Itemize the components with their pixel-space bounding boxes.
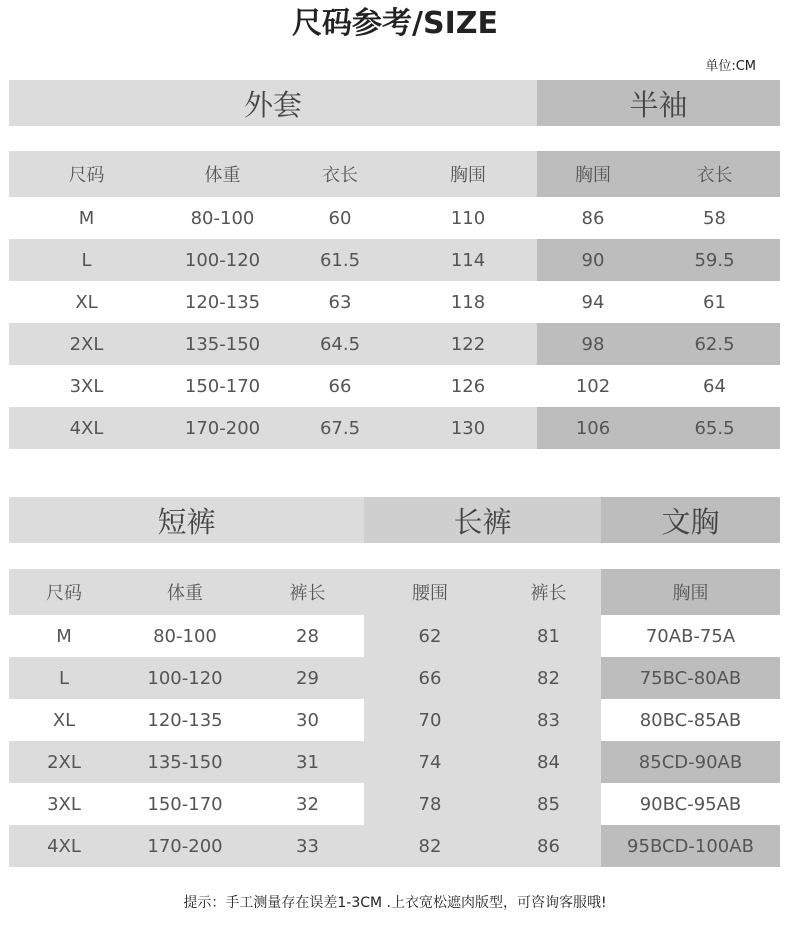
table-cell: 70AB-75A	[601, 615, 780, 657]
table-row	[9, 323, 780, 365]
table-cell: M	[9, 615, 119, 657]
column-header: 体重	[119, 569, 251, 615]
table-row	[9, 825, 780, 867]
table-cell: 98	[537, 323, 649, 365]
table-row	[9, 615, 780, 657]
table-cell: 62	[364, 615, 496, 657]
table-cell: 65.5	[649, 407, 780, 449]
table-cell: 110	[399, 197, 537, 239]
table-cell: 60	[281, 197, 399, 239]
table-cell: 85	[496, 783, 601, 825]
column-header: 衣长	[281, 151, 399, 197]
unit-label: 单位:CM	[705, 59, 756, 74]
table-cell: 30	[251, 699, 364, 741]
table-cell: 150-170	[164, 365, 281, 407]
table-cell: 90BC-95AB	[601, 783, 780, 825]
table-cell: 90	[537, 239, 649, 281]
table-cell: L	[9, 239, 164, 281]
table-cell: 80BC-85AB	[601, 699, 780, 741]
table-cell: 58	[649, 197, 780, 239]
table-cell: 3XL	[9, 365, 164, 407]
table-cell: M	[9, 197, 164, 239]
table-row	[9, 783, 780, 825]
table-row	[9, 407, 780, 449]
table-cell: 61	[649, 281, 780, 323]
table-header-row	[9, 569, 780, 615]
table-row	[9, 239, 780, 281]
table-cell: 61.5	[281, 239, 399, 281]
table-row	[9, 699, 780, 741]
table-header-row	[9, 151, 780, 197]
table-row	[9, 741, 780, 783]
band-short-sleeve: 半袖	[537, 80, 780, 126]
table-cell: 83	[496, 699, 601, 741]
table-cell: 120-135	[164, 281, 281, 323]
table-cell: 82	[364, 825, 496, 867]
table-cell: 135-150	[119, 741, 251, 783]
table-cell: 2XL	[9, 323, 164, 365]
footnote: 提示：手工测量存在误差1-3CM .上衣宽松遮肉版型，可咨询客服哦!	[183, 895, 607, 911]
table-cell: 4XL	[9, 407, 164, 449]
column-header: 裤长	[251, 569, 364, 615]
table-cell: 170-200	[119, 825, 251, 867]
table-cell: 28	[251, 615, 364, 657]
table-row	[9, 281, 780, 323]
table-cell: 150-170	[119, 783, 251, 825]
table-cell: 81	[496, 615, 601, 657]
band-bra: 文胸	[601, 497, 780, 543]
table-cell: 86	[537, 197, 649, 239]
column-header: 胸围	[537, 151, 649, 197]
table-cell: L	[9, 657, 119, 699]
table-cell: 86	[496, 825, 601, 867]
table-cell: 67.5	[281, 407, 399, 449]
table-cell: 3XL	[9, 783, 119, 825]
column-header: 胸围	[601, 569, 780, 615]
table-cell: 114	[399, 239, 537, 281]
table-row	[9, 657, 780, 699]
table-cell: 64	[649, 365, 780, 407]
table-cell: 78	[364, 783, 496, 825]
table-cell: 100-120	[119, 657, 251, 699]
column-header: 尺码	[9, 151, 164, 197]
table-cell: 135-150	[164, 323, 281, 365]
column-header: 衣长	[649, 151, 780, 197]
top-size-table	[9, 151, 780, 445]
table-cell: 29	[251, 657, 364, 699]
table-row	[9, 365, 780, 407]
table-row	[9, 197, 780, 239]
table-cell: 118	[399, 281, 537, 323]
table-cell: 2XL	[9, 741, 119, 783]
table-cell: 31	[251, 741, 364, 783]
column-header: 裤长	[496, 569, 601, 615]
table-cell: 64.5	[281, 323, 399, 365]
table-cell: 32	[251, 783, 364, 825]
table-cell: XL	[9, 281, 164, 323]
table-cell: 170-200	[164, 407, 281, 449]
table-cell: 62.5	[649, 323, 780, 365]
table-cell: 102	[537, 365, 649, 407]
column-header: 腰围	[364, 569, 496, 615]
table-cell: 84	[496, 741, 601, 783]
table-cell: XL	[9, 699, 119, 741]
table-cell: 75BC-80AB	[601, 657, 780, 699]
table-cell: 80-100	[164, 197, 281, 239]
table-cell: 74	[364, 741, 496, 783]
table-cell: 33	[251, 825, 364, 867]
table-cell: 100-120	[164, 239, 281, 281]
table-cell: 126	[399, 365, 537, 407]
table-cell: 80-100	[119, 615, 251, 657]
table-cell: 106	[537, 407, 649, 449]
table-cell: 66	[364, 657, 496, 699]
column-header: 体重	[164, 151, 281, 197]
table-cell: 82	[496, 657, 601, 699]
table-cell: 70	[364, 699, 496, 741]
column-header: 尺码	[9, 569, 119, 615]
table-cell: 66	[281, 365, 399, 407]
table-cell: 85CD-90AB	[601, 741, 780, 783]
table-cell: 59.5	[649, 239, 780, 281]
table-cell: 94	[537, 281, 649, 323]
table-cell: 63	[281, 281, 399, 323]
table-cell: 122	[399, 323, 537, 365]
page-title: 尺码参考/SIZE	[292, 6, 498, 41]
table-cell: 95BCD-100AB	[601, 825, 780, 867]
column-header: 胸围	[399, 151, 537, 197]
table-cell: 4XL	[9, 825, 119, 867]
table-cell: 130	[399, 407, 537, 449]
band-trousers: 长裤	[364, 497, 601, 543]
band-shorts: 短裤	[9, 497, 364, 543]
table-cell: 120-135	[119, 699, 251, 741]
band-jacket: 外套	[9, 80, 537, 126]
bottom-size-table	[9, 569, 780, 863]
